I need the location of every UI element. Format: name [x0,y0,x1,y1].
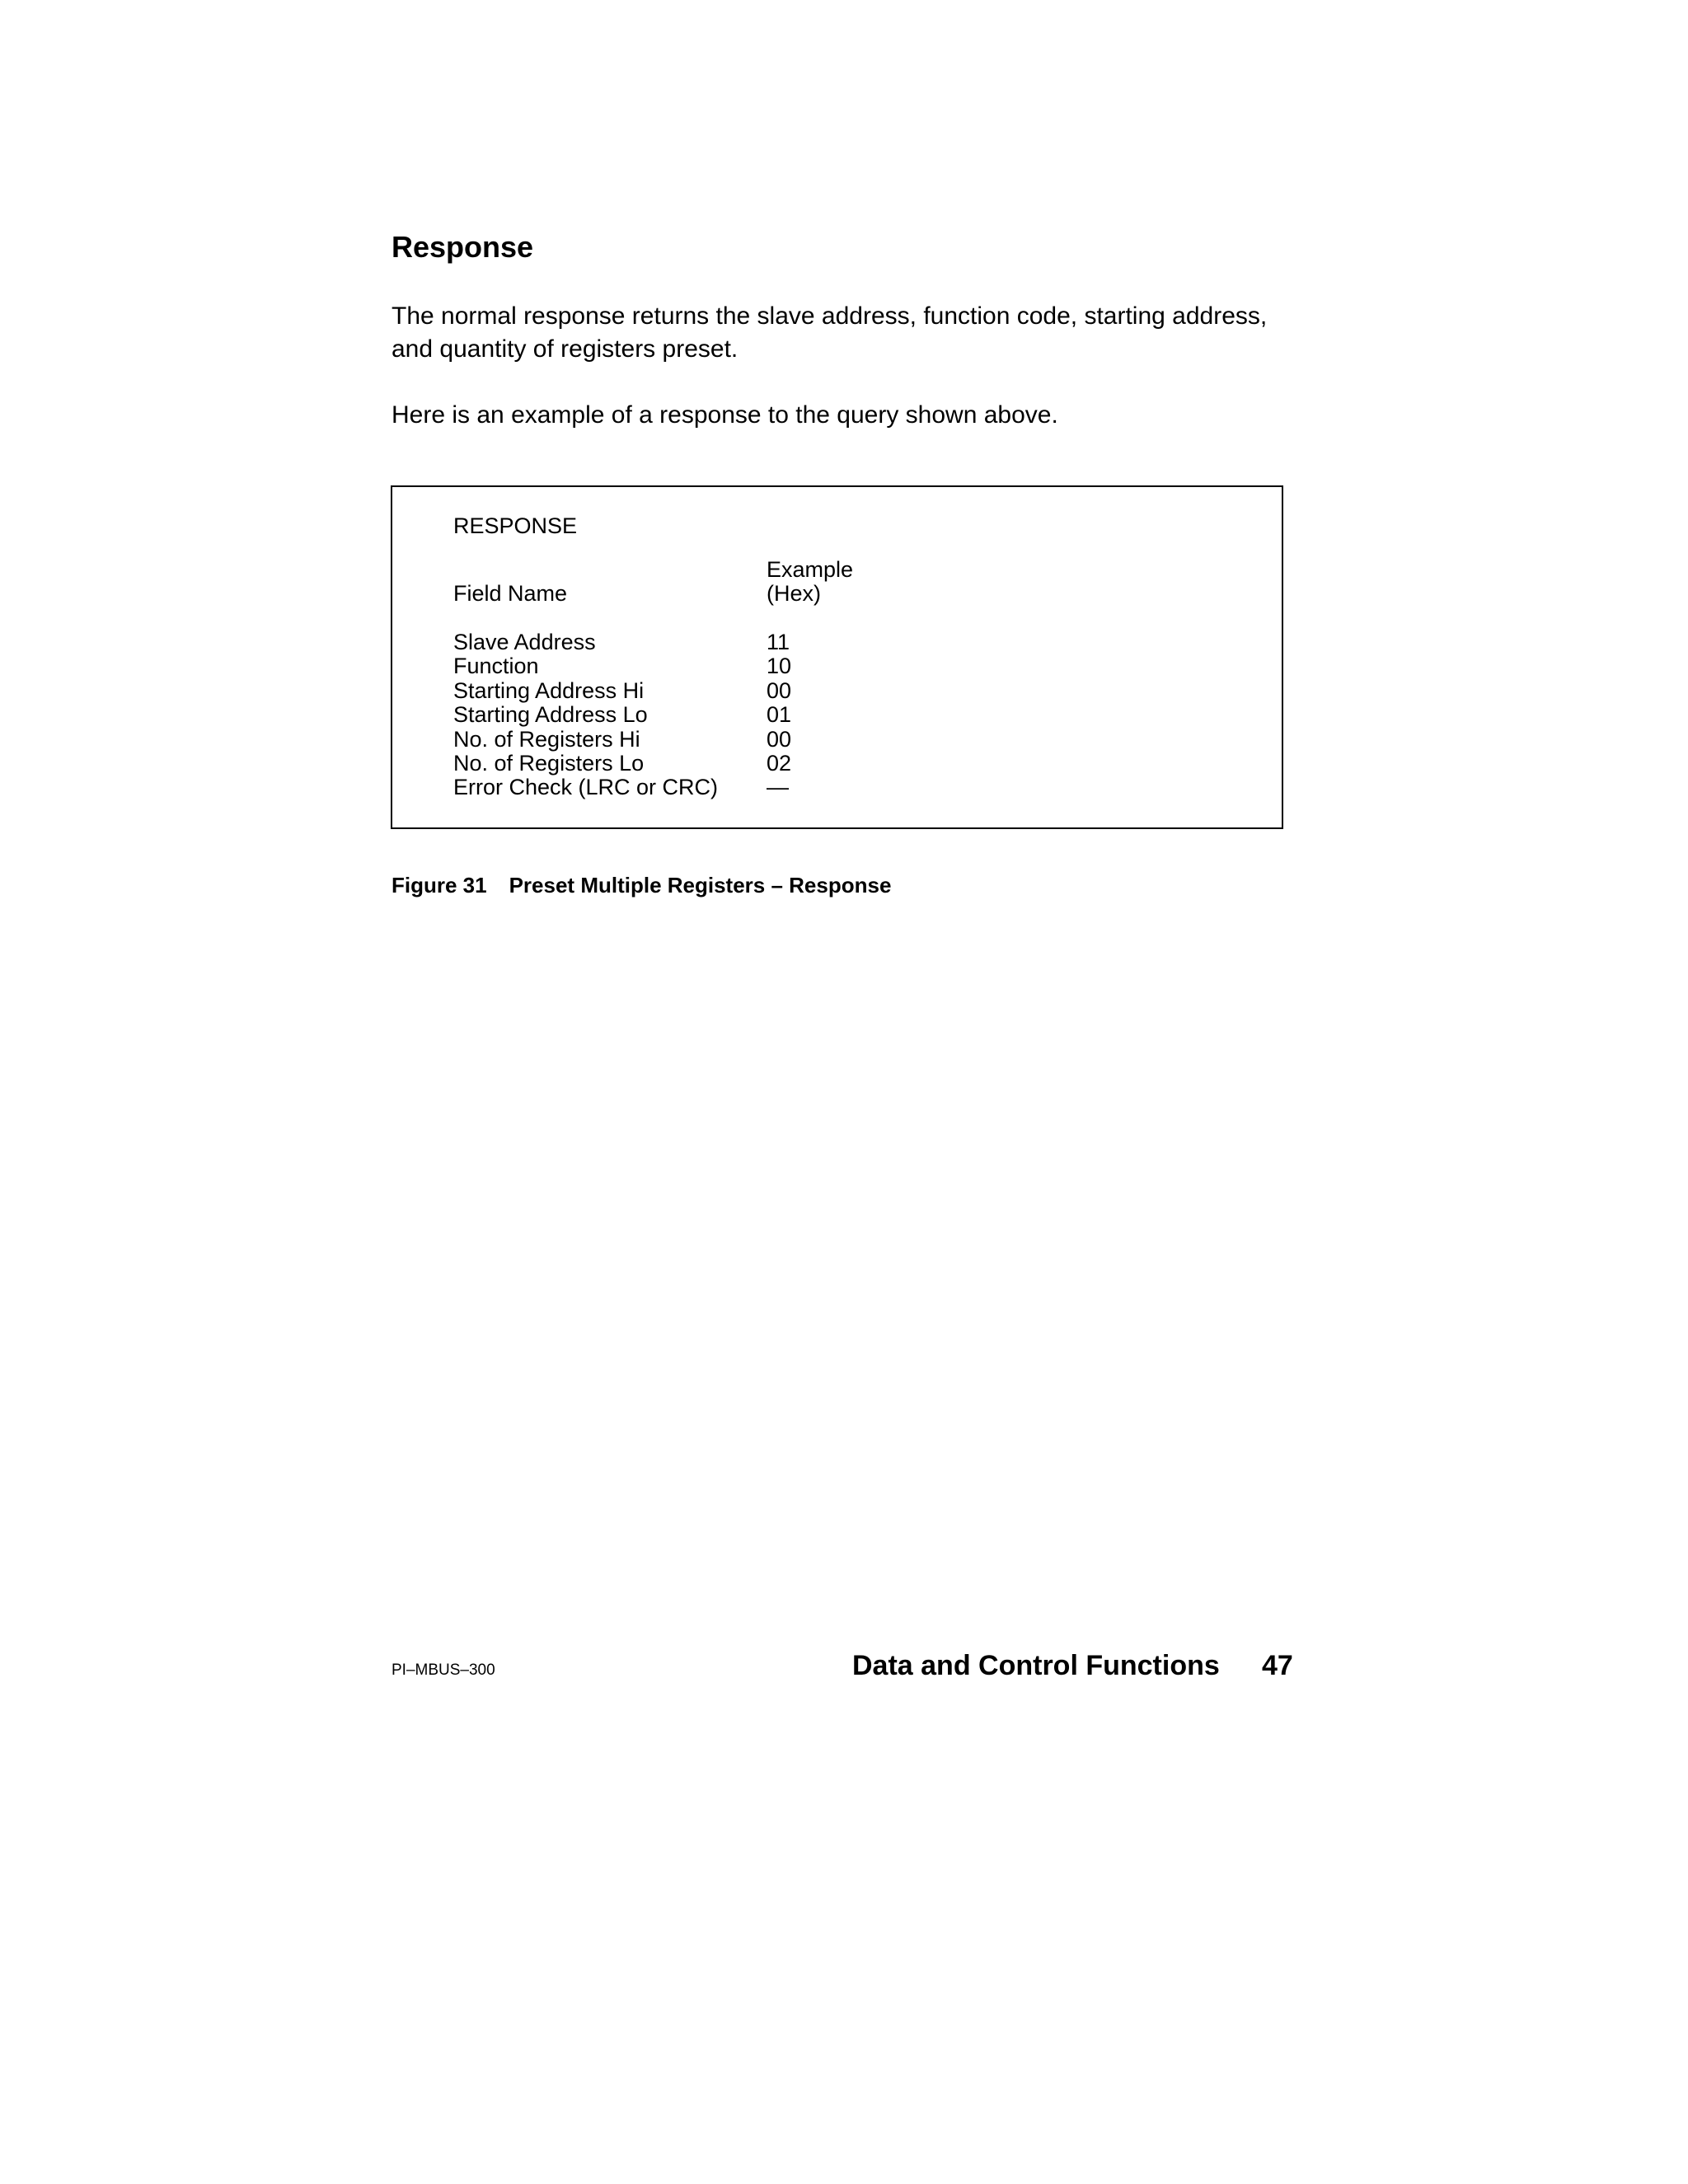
field-name-cell: No. of Registers Hi [453,726,640,752]
table-row [453,679,865,703]
response-field-table [453,630,865,800]
table-row [453,776,865,799]
field-value-cell: 10 [767,654,792,679]
field-value-cell: 00 [767,726,792,752]
field-name-cell: Starting Address Hi [453,677,645,703]
table-row [453,728,865,752]
table-row [453,654,865,678]
response-figure-box [391,485,1283,829]
hex-header-line: (Hex) [767,581,821,606]
figure-caption [392,870,891,900]
field-name-column-header: Field Name [453,581,568,606]
intro-paragraph: The normal response returns the slave address, function code, starting address, and quantity of registers preset. [392,302,1268,363]
field-value-cell: 00 [767,677,792,703]
table-row [453,630,865,654]
field-name-cell: Error Check (LRC or CRC) [453,775,719,800]
example-intro-paragraph: Here is an example of a response to the query shown above. [392,401,1058,429]
table-row [453,752,865,776]
field-value-cell: 02 [767,751,792,776]
field-value-cell: 01 [767,702,792,728]
field-value-cell: — [767,775,789,800]
table-row [453,703,865,727]
figure-caption-title: Preset Multiple Registers – Response [509,873,892,898]
figure-box-title: RESPONSE [453,513,578,538]
field-name-cell: Starting Address Lo [453,702,648,728]
field-value-cell: 11 [767,630,790,654]
footer-page-number: 47 [1262,1650,1293,1681]
field-name-cell: Slave Address [453,630,596,654]
footer-document-id: PI–MBUS–300 [392,1661,495,1679]
example-hex-column-header [767,558,853,606]
footer-section-title: Data and Control Functions [852,1650,1220,1681]
example-header-line: Example [767,557,854,582]
field-name-cell: Function [453,654,539,679]
figure-caption-label: Figure 31 [392,873,487,898]
section-heading: Response [392,230,534,264]
field-name-cell: No. of Registers Lo [453,751,645,776]
